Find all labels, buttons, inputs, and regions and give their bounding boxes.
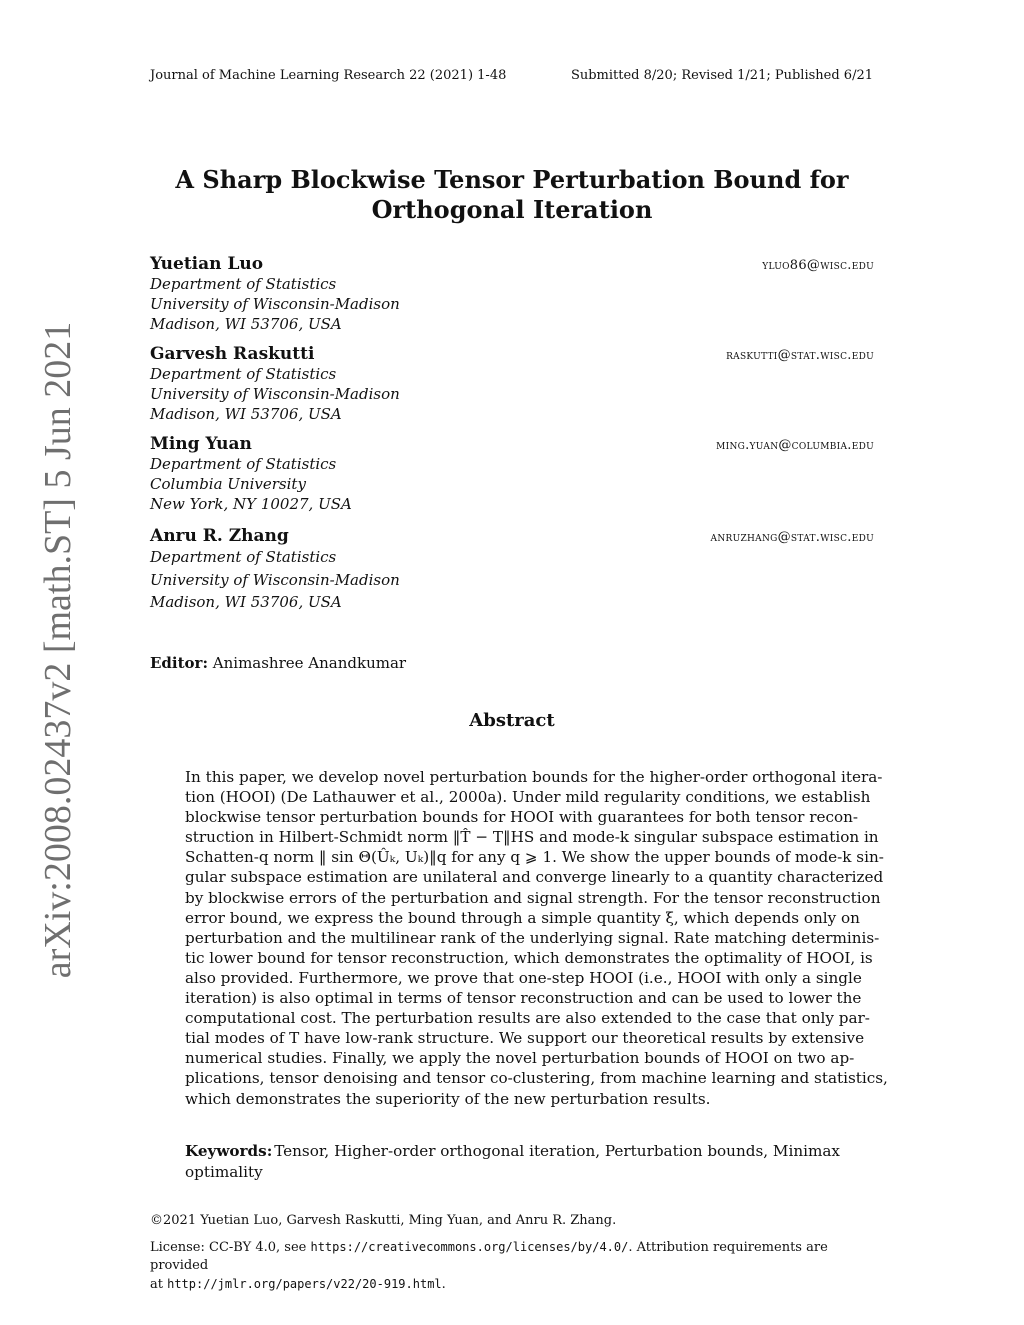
editor-line xyxy=(150,654,406,672)
running-header-journal: Journal of Machine Learning Research 22 (2021) 1-48 xyxy=(150,68,507,83)
author-department: Department of Statistics xyxy=(150,455,337,473)
author-address: New York, NY 10027, USA xyxy=(150,495,352,513)
running-header-dates: Submitted 8/20; Revised 1/21; Published 6/21 xyxy=(570,68,873,83)
author-block xyxy=(150,254,874,334)
author-department: Department of Statistics xyxy=(150,365,337,383)
abstract-heading: Abstract xyxy=(469,710,555,731)
abstract-line: computational cost. The perturbation results are also extended to the case that only par- xyxy=(185,1009,870,1028)
keywords-section xyxy=(185,1141,840,1182)
license-prefix: License: CC-BY 4.0, see xyxy=(150,1240,311,1255)
abstract-line: iteration) is also optimal in terms of tensor reconstruction and can be used to lower the xyxy=(185,989,862,1008)
abstract-line: gular subspace estimation are unilateral and converge linearly to a quantity characterized xyxy=(185,868,884,887)
abstract-line: tic lower bound for tensor reconstruction, which demonstrates the optimality of HOOI, is xyxy=(185,948,873,967)
license-notice xyxy=(150,1238,874,1294)
keywords-line-1: Tensor, Higher-order orthogonal iteration, Perturbation bounds, Minimax xyxy=(274,1142,840,1160)
paper-title xyxy=(150,165,874,225)
abstract-line: which demonstrates the superiority of the new perturbation results. xyxy=(185,1089,711,1108)
keywords-label: Keywords: xyxy=(185,1142,273,1160)
abstract-body xyxy=(185,767,888,1109)
abstract-line: by blockwise errors of the perturbation and signal strength. For the tensor reconstruction xyxy=(185,888,881,907)
abstract-line: tial modes of T have low-rank structure. We support our theoretical results by extensive xyxy=(185,1029,865,1048)
author-name: Anru R. Zhang xyxy=(150,526,289,546)
author-email[interactable]: anruzhang@stat.wisc.edu xyxy=(710,530,874,545)
author-department: Department of Statistics xyxy=(150,275,337,293)
keywords-line-2: optimality xyxy=(185,1162,263,1181)
author-email[interactable]: raskutti@stat.wisc.edu xyxy=(726,348,874,363)
abstract-line: blockwise tensor perturbation bounds for HOOI with guarantees for both tensor recon- xyxy=(185,808,859,827)
abstract-line: numerical studies. Finally, we apply the novel perturbation bounds of HOOI on two ap- xyxy=(185,1049,855,1068)
abstract-line: perturbation and the multilinear rank of the underlying signal. Rate matching determinis- xyxy=(185,928,880,947)
author-name: Ming Yuan xyxy=(150,434,252,454)
author-email[interactable]: yluo86@wisc.edu xyxy=(762,258,874,273)
editor-name: Animashree Anandkumar xyxy=(212,654,407,672)
author-university: University of Wisconsin-Madison xyxy=(150,570,400,589)
abstract-line: also provided. Furthermore, we prove that one-step HOOI (i.e., HOOI with only a single xyxy=(185,968,862,987)
title-line-1: A Sharp Blockwise Tensor Perturbation Bound for xyxy=(175,165,849,194)
license-at: at xyxy=(150,1277,168,1292)
author-department: Department of Statistics xyxy=(150,548,337,566)
abstract-line: In this paper, we develop novel perturbation bounds for the higher-order orthogonal itera- xyxy=(185,768,883,786)
author-email[interactable]: ming.yuan@columbia.edu xyxy=(716,438,874,453)
abstract-line: Schatten-q norm ‖ sin Θ(Ûₖ, Uₖ)‖q for any q ⩾ 1. We show the upper bounds of mode-k sin- xyxy=(185,848,884,867)
author-block xyxy=(150,344,874,424)
abstract-line: error bound, we express the bound through a simple quantity ξ, which depends only on xyxy=(185,908,860,927)
license-middle: . Attribution requirements are provided xyxy=(150,1240,828,1273)
copyright-notice: ©2021 Yuetian Luo, Garvesh Raskutti, Ming Yuan, and Anru R. Zhang. xyxy=(150,1213,617,1228)
arxiv-identifier-stamp[interactable]: arXiv:2008.02437v2 [math.ST] 5 Jun 2021 xyxy=(37,321,79,979)
title-line-2: Orthogonal Iteration xyxy=(371,195,653,224)
paper-link[interactable]: http://jmlr.org/papers/v22/20-919.html xyxy=(167,1277,442,1291)
author-name: Garvesh Raskutti xyxy=(150,344,315,364)
editor-label: Editor: xyxy=(150,654,208,672)
license-suffix: . xyxy=(441,1277,446,1292)
author-block xyxy=(150,434,874,514)
author-address: Madison, WI 53706, USA xyxy=(150,315,342,333)
author-block xyxy=(150,526,874,614)
abstract-line: plications, tensor denoising and tensor co-clustering, from machine learning and statistics, xyxy=(185,1069,888,1088)
abstract-line: tion (HOOI) (De Lathauwer et al., 2000a). Under mild regularity conditions, we establish xyxy=(185,788,871,807)
abstract-line: struction in Hilbert-Schmidt norm ‖T̂ − T‖HS and mode-k singular subspace estimation in xyxy=(185,828,879,847)
author-university: Columbia University xyxy=(150,475,306,493)
author-name: Yuetian Luo xyxy=(150,254,264,274)
author-address: Madison, WI 53706, USA xyxy=(150,405,342,423)
author-address: Madison, WI 53706, USA xyxy=(150,593,342,611)
author-university: University of Wisconsin-Madison xyxy=(150,385,400,403)
author-university: University of Wisconsin-Madison xyxy=(150,295,400,313)
license-link[interactable]: https://creativecommons.org/licenses/by/4.0/ xyxy=(310,1240,629,1254)
